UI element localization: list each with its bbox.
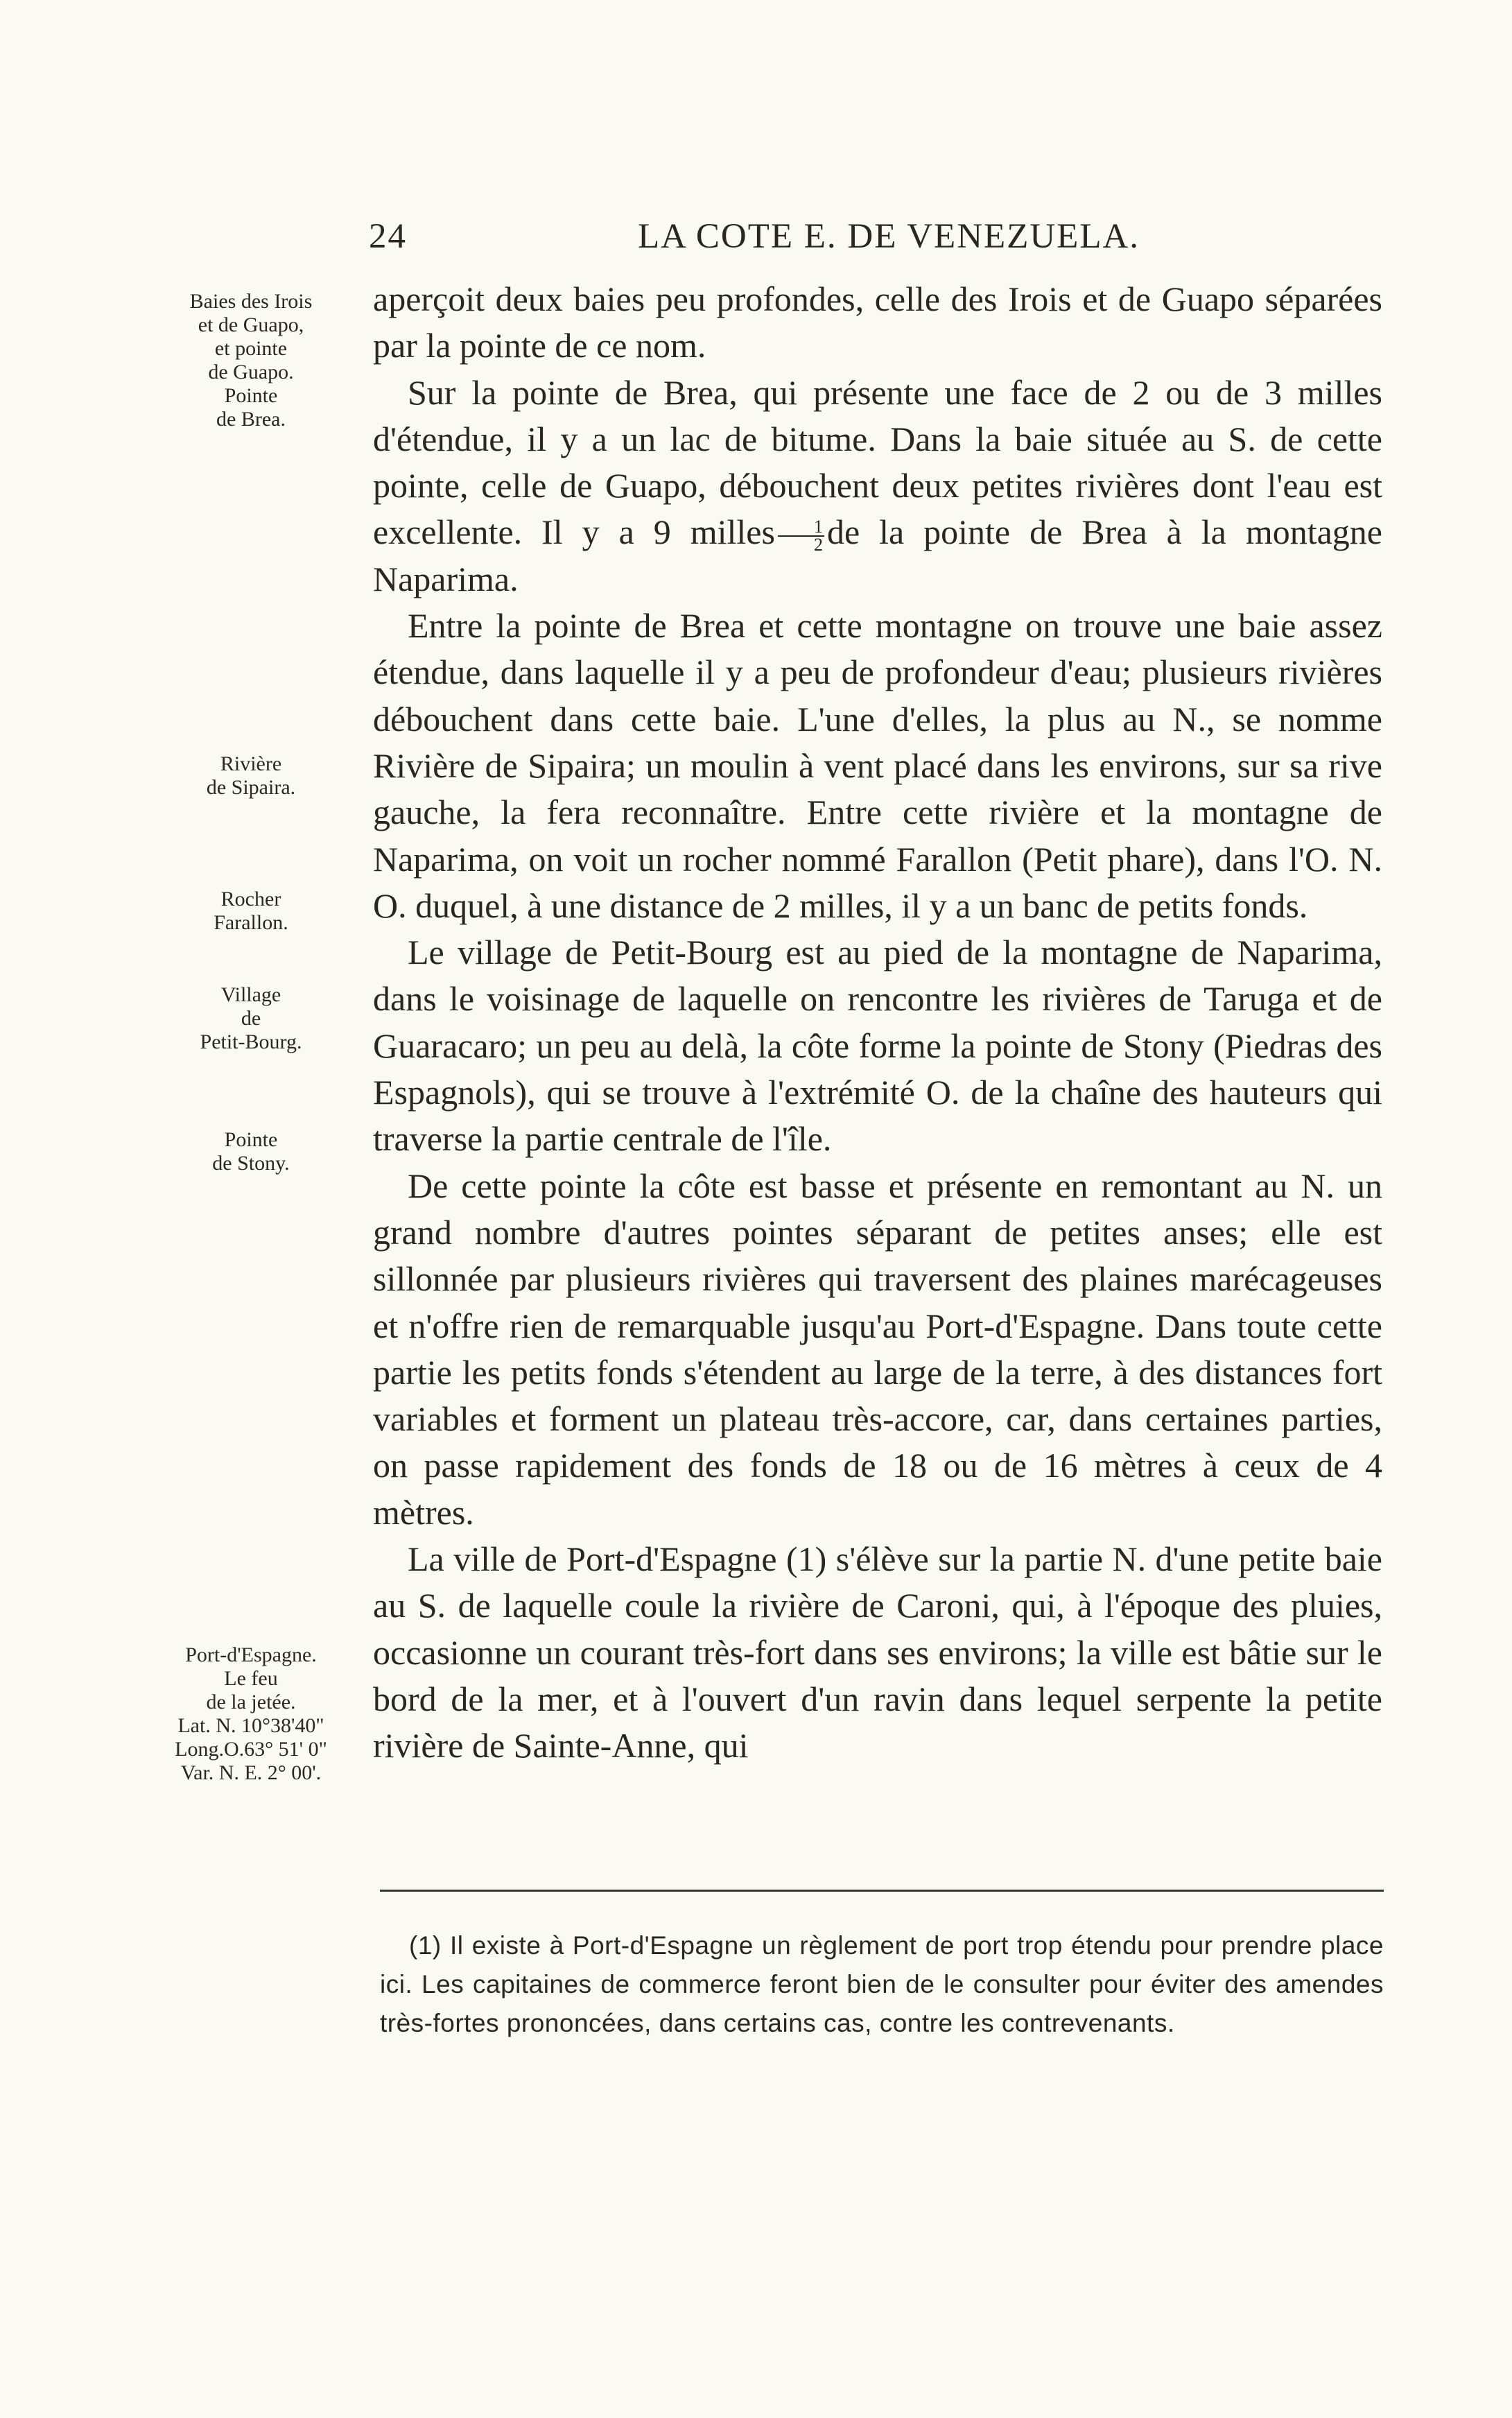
margin-note-line: Village — [220, 983, 281, 1006]
margin-note-line: Pointe — [224, 1128, 278, 1151]
fraction — [778, 519, 824, 553]
paragraph-text: de la pointe de Brea à la montagne Naparima. — [373, 512, 1382, 598]
margin-note-sipaira — [147, 752, 355, 800]
margin-note-baies — [147, 290, 355, 431]
body-text — [373, 276, 1382, 1770]
margin-note-line: Rocher — [220, 888, 281, 910]
fraction-denominator: 2 — [813, 535, 823, 555]
margin-note-line: Port-d'Espagne. — [185, 1643, 317, 1666]
margin-note-line: de Stony. — [212, 1152, 290, 1175]
margin-note-line: de la jetée. — [206, 1691, 296, 1713]
page-number: 24 — [369, 217, 407, 256]
footnote: (1) Il existe à Port-d'Espagne un règlement de port trop étendu pour prendre place ici. Les capitaines de commerce feront bien de le consulter pour éviter des amendes très-fortes prononcées, dans certains cas, contre les contrevenants. — [380, 1931, 1384, 2037]
paragraph: De cette pointe la côte est basse et présente en remontant au N. un grand nombre d'autres pointes séparant de petites anses; elle est sillonnée par plusieurs rivières qui traversent des plaines marécageuses et n'offre rien de remarquable jusqu'au Port-d'Espagne. Dans toute cette partie les petits fonds s'étendent au large de la terre, à des distances fort variables et forment un plateau très-accore, car, dans certaines parties, on passe rapidement des fonds de 18 ou de 16 mètres à ceux de 4 mètres. — [373, 1166, 1382, 1532]
margin-note-line: Pointe — [224, 384, 278, 407]
margin-note-line: et de Guapo, — [198, 313, 304, 336]
paragraph — [373, 370, 1382, 603]
paragraph-text: Sur la pointe de Brea, qui présente une face de 2 ou de 3 milles d'étendue, il y a un lac de bitume. Dans la baie située au S. de cette pointe, celle de Guapo, débouchent deux petites rivières dont l'eau est excellente. Il y a 9 milles — [373, 372, 1382, 552]
paragraph: Le village de Petit-Bourg est au pied de la montagne de Naparima, dans le voisinage de laquelle on rencontre les rivières de Taruga et de Guaracaro; un peu au delà, la côte forme la pointe de Stony (Piedras des Espagnols), qui se trouve à l'extrémité O. de la chaîne des hauteurs qui traverse la partie centrale de l'île. — [373, 933, 1382, 1159]
margin-note-line: Petit-Bourg. — [200, 1030, 302, 1053]
margin-note-line: Long.O.63° 51' 0" — [175, 1738, 327, 1761]
margin-note-line: Rivière — [220, 752, 282, 775]
margin-note-line: Le feu — [224, 1667, 278, 1690]
margin-note-petit-bourg — [147, 983, 355, 1054]
margin-note-line: et pointe — [214, 337, 288, 360]
running-title: LA COTE E. DE VENEZUELA. — [637, 217, 1140, 256]
footnote-rule — [380, 1890, 1384, 1892]
paragraph: La ville de Port-d'Espagne (1) s'élève sur la partie N. d'une petite baie au S. de laquelle coule la rivière de Caroni, qui, à l'époque des pluies, occasionne un courant très-fort dans ses environs; la ville est bâtie sur le bord de la mer, et à l'ouvert d'un ravin dans lequel serpente la petite rivière de Sainte-Anne, qui — [373, 1539, 1382, 1765]
margin-note-line: de Brea. — [216, 408, 286, 431]
fraction-numerator: 1 — [778, 519, 824, 537]
margin-note-line: Lat. N. 10°38'40" — [177, 1714, 324, 1737]
paragraph: aperçoit deux baies peu profondes, celle des Irois et de Guapo séparées par la pointe de ce nom. — [373, 279, 1382, 365]
margin-note-port-espagne — [147, 1643, 355, 1785]
running-header — [369, 216, 1381, 258]
paragraph: Entre la pointe de Brea et cette montagne on trouve une baie assez étendue, dans laquelle il y a peu de profondeur d'eau; plusieurs rivières débouchent dans cette baie. L'une d'elles, la plus au N., se nomme Rivière de Sipaira; un moulin à vent placé dans les environs, sur sa rive gauche, la fera reconnaître. Entre cette rivière et la montagne de Naparima, on voit un rocher nommé Farallon (Petit phare), dans l'O. N. O. duquel, à une distance de 2 milles, il y a un banc de petits fonds. — [373, 606, 1382, 925]
margin-note-line: de Sipaira. — [206, 776, 296, 799]
margin-note-line: Baies des Irois — [189, 290, 313, 313]
margin-note-line: de Guapo. — [208, 361, 294, 383]
margin-note-stony — [147, 1128, 355, 1175]
margin-note-line: Var. N. E. 2° 00'. — [180, 1761, 322, 1784]
margin-note-farallon — [147, 888, 355, 935]
margin-note-line: de — [241, 1007, 261, 1030]
margin-note-line: Farallon. — [214, 911, 288, 934]
